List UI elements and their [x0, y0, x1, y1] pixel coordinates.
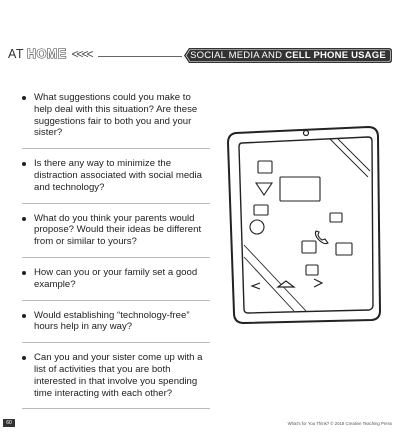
- question-text: Can you and your sister come up with a list of activities that you are both interested in that involve you spending time interacting with each other?: [34, 352, 203, 399]
- question-item: [22, 213, 210, 258]
- header-topic-banner: [183, 47, 393, 64]
- rectangle-icon: [280, 177, 320, 201]
- banner-title-bold: CELL PHONE USAGE: [285, 50, 386, 61]
- header-at-home: [8, 47, 92, 61]
- question-text: Would establishing “technology-free” hours help in any way?: [34, 309, 190, 333]
- footer-credit: What's for You Think? © 2018 Creative Teaching Press: [287, 421, 392, 426]
- bullet-icon: [22, 217, 26, 221]
- question-item: [22, 310, 210, 344]
- question-item: [22, 352, 210, 409]
- banner-title-regular: SOCIAL MEDIA AND: [190, 50, 283, 61]
- header-at: AT: [8, 47, 25, 61]
- question-text: How can you or your family set a good example?: [34, 266, 198, 290]
- header-chevrons: <<<<: [71, 47, 92, 61]
- question-text: Is there any way to minimize the distraction associated with social media and technology?: [34, 158, 202, 193]
- bullet-icon: [22, 314, 26, 318]
- question-item: [22, 267, 210, 301]
- square-icon: [258, 161, 272, 173]
- question-text: What do you think your parents would propose? Would their ideas be different from or similar to yours?: [34, 212, 202, 248]
- bullet-icon: [22, 162, 26, 166]
- question-item: [22, 158, 210, 203]
- banner-title: [183, 47, 393, 64]
- question-list: [22, 92, 210, 418]
- square-icon: [302, 241, 316, 253]
- bullet-icon: [22, 271, 26, 275]
- bullet-icon: [22, 96, 26, 100]
- bullet-icon: [22, 356, 26, 360]
- square-icon: [330, 213, 342, 222]
- header-home: HOME: [27, 47, 67, 61]
- page-number: 60: [3, 419, 15, 427]
- header-rule: [98, 56, 182, 57]
- square-icon: [306, 265, 318, 275]
- question-text: What suggestions could you make to help deal with this situation? Are these suggestions fair to both you and your sister?: [34, 92, 198, 139]
- tablet-illustration: [218, 125, 383, 325]
- square-icon: [254, 205, 268, 215]
- question-item: [22, 92, 210, 149]
- square-icon: [336, 243, 352, 255]
- circle-icon: [250, 220, 264, 234]
